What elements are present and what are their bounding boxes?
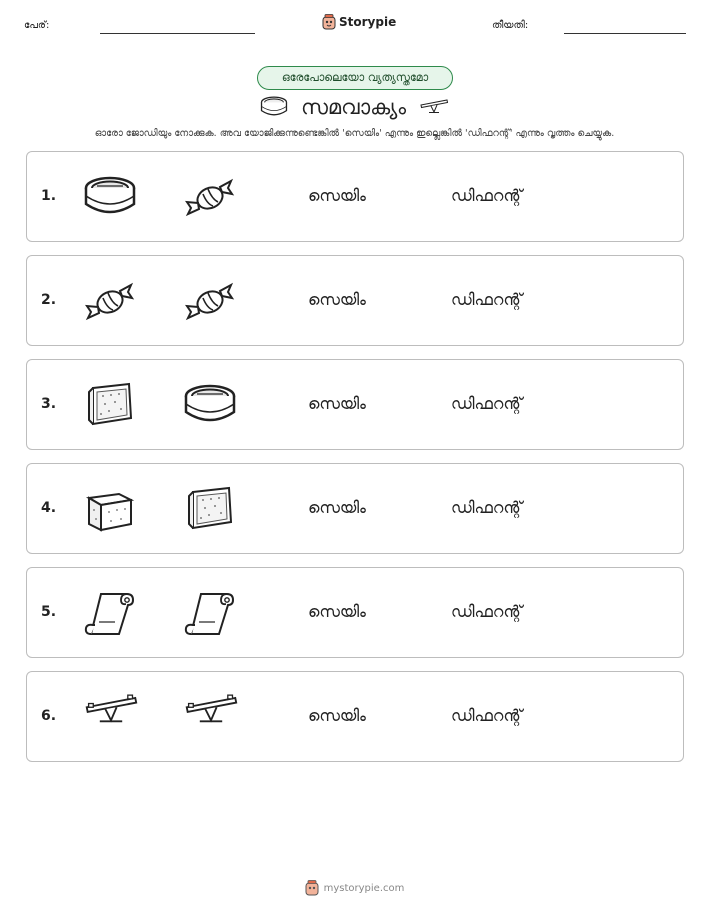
mascot-icon	[305, 880, 319, 896]
exercise-row	[26, 567, 684, 658]
same-option[interactable]: സെയിം	[308, 706, 366, 725]
sponge-icon	[183, 484, 237, 534]
seesaw-icon	[418, 97, 450, 117]
candy-icon	[83, 276, 137, 326]
exercise-row	[26, 671, 684, 762]
name-line[interactable]	[100, 33, 255, 34]
candy-icon	[183, 276, 237, 326]
scale-icon	[183, 380, 237, 430]
same-option[interactable]: സെയിം	[308, 290, 366, 309]
row-number: 2.	[41, 292, 57, 308]
brand-logo	[322, 14, 396, 30]
worksheet-header	[0, 14, 709, 38]
exercise-row	[26, 151, 684, 242]
different-option[interactable]: ഡിഫറന്റ്	[451, 602, 523, 621]
title-text: സമവാക്യം	[300, 94, 407, 119]
scroll-icon	[183, 588, 237, 638]
mascot-icon	[322, 14, 336, 30]
exercise-row	[26, 463, 684, 554]
exercise-row	[26, 359, 684, 450]
row-number: 6.	[41, 708, 57, 724]
different-option[interactable]: ഡിഫറന്റ്	[451, 290, 523, 309]
different-option[interactable]: ഡിഫറന്റ്	[451, 498, 523, 517]
topic-tag: ഒരേപോലെയോ വ്യത്യസ്തമോ	[257, 66, 453, 90]
row-number: 3.	[41, 396, 57, 412]
same-option[interactable]: സെയിം	[308, 394, 366, 413]
sponge-icon	[83, 380, 137, 430]
exercise-row	[26, 255, 684, 346]
scale-icon	[259, 94, 289, 120]
name-label: പേര്:	[24, 20, 50, 31]
same-option[interactable]: സെയിം	[308, 498, 366, 517]
worksheet-title	[0, 92, 709, 122]
row-number: 5.	[41, 604, 57, 620]
footer-site: mystorypie.com	[323, 882, 405, 894]
same-option[interactable]: സെയിം	[308, 186, 366, 205]
scale-icon	[83, 172, 137, 222]
date-label: തീയതി:	[492, 20, 529, 31]
row-number: 1.	[41, 188, 57, 204]
brand-name: Storypie	[339, 15, 397, 29]
scroll-icon	[83, 588, 137, 638]
footer	[0, 880, 709, 896]
date-line[interactable]	[564, 33, 686, 34]
different-option[interactable]: ഡിഫറന്റ്	[451, 394, 523, 413]
row-number: 4.	[41, 500, 57, 516]
cube-icon	[83, 484, 137, 534]
different-option[interactable]: ഡിഫറന്റ്	[451, 186, 523, 205]
seesaw-icon	[183, 692, 237, 742]
candy-icon	[183, 172, 237, 222]
different-option[interactable]: ഡിഫറന്റ്	[451, 706, 523, 725]
seesaw-icon	[83, 692, 137, 742]
instructions: ഓരോ ജോഡിയും നോക്കുക. അവ യോജിക്കുന്നുണ്ടെങ്കിൽ 'സെയിം' എന്നും ഇല്ലെങ്കിൽ 'ഡിഫറന്റ്' എന്നും വൃത്തം ചെയ്യുക.	[94, 128, 615, 139]
same-option[interactable]: സെയിം	[308, 602, 366, 621]
